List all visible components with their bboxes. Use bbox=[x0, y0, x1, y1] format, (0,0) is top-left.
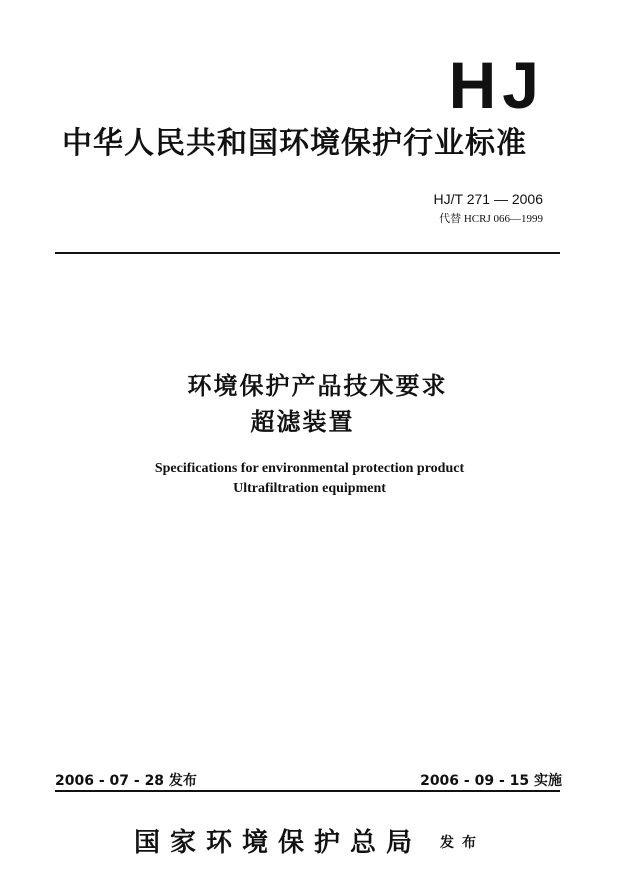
title-chinese-line2: 超滤装置 bbox=[250, 408, 355, 436]
implementation-date: 2006 - 09 - 15 实施 bbox=[420, 773, 562, 789]
standard-category-title: 中华人民共和国环境保护行业标准 bbox=[62, 126, 527, 161]
standard-logo: HJ bbox=[448, 48, 545, 122]
top-divider bbox=[55, 252, 560, 254]
title-english-line2: Ultrafiltration equipment bbox=[233, 481, 386, 496]
title-english-line1: Specifications for environmental protection product bbox=[154, 461, 465, 476]
publish-label: 发布 bbox=[440, 835, 484, 851]
replaces-standard: 代替 HCRJ 066—1999 bbox=[439, 213, 543, 225]
publisher-name: 国家环境保护总局 bbox=[134, 828, 423, 858]
title-chinese-line1: 环境保护产品技术要求 bbox=[187, 372, 448, 400]
standard-number: HJ/T 271 — 2006 bbox=[433, 191, 543, 207]
bottom-divider bbox=[55, 790, 560, 792]
issue-date: 2006 - 07 - 28 发布 bbox=[55, 773, 197, 789]
